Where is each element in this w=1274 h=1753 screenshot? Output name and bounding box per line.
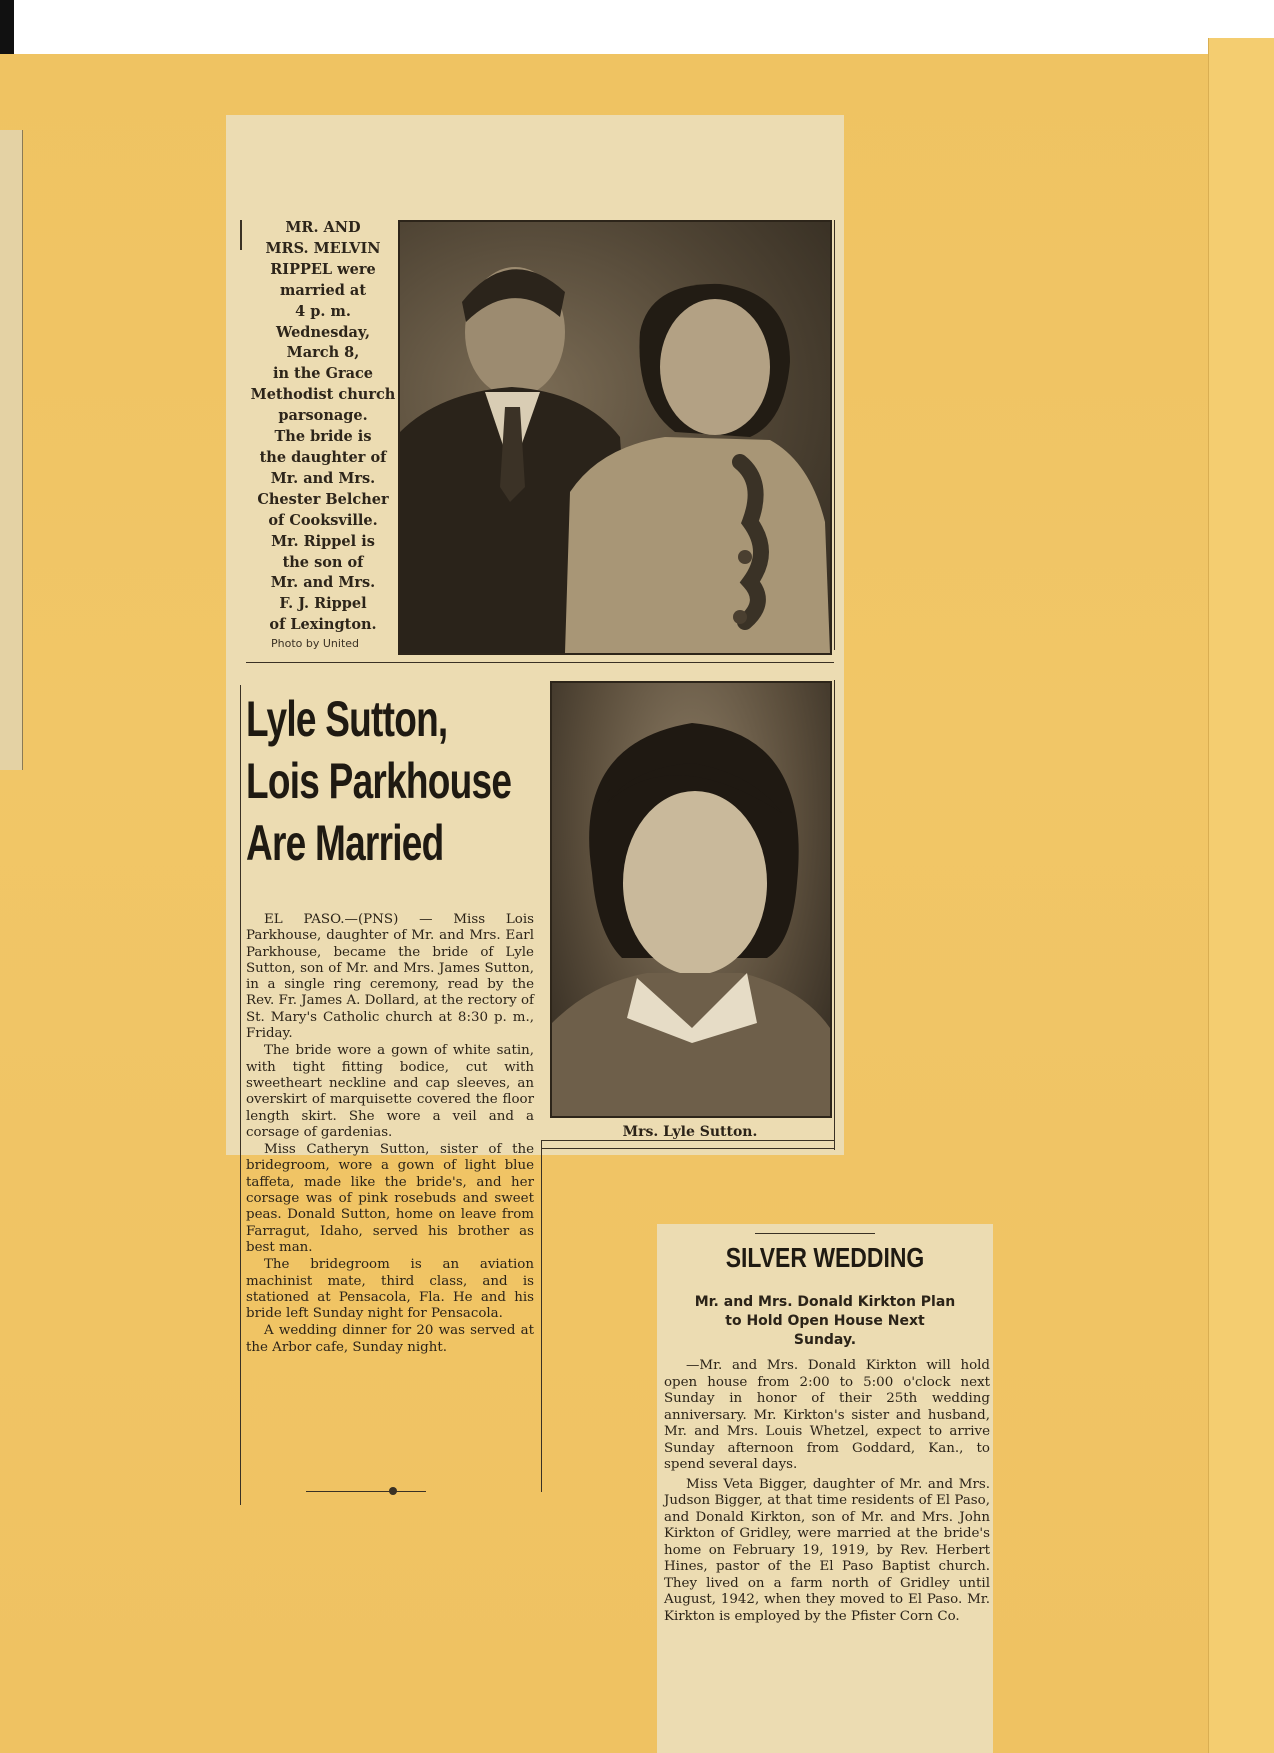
subhead-line: Mr. and Mrs. Donald Kirkton Plan — [694, 1294, 956, 1310]
headline-line: Lois Parkhouse — [246, 753, 512, 809]
end-rule — [306, 1491, 426, 1492]
caption-line: Wednesday, — [275, 323, 371, 341]
story-paragraph: A wedding dinner for 20 was served at the Arbor cafe, Sunday night. — [246, 1323, 534, 1355]
column-rule — [834, 220, 835, 650]
headline-line: Are Married — [246, 815, 444, 871]
caption-line: Mr. and Mrs. — [270, 469, 376, 487]
bride-caption: Mrs. Lyle Sutton. — [622, 1124, 758, 1140]
silver-wedding-story — [664, 1358, 990, 1628]
story-paragraph: The bride wore a gown of white satin, with tight fitting bodice, cut with sweetheart neckline and cap sleeves, an overskirt of marquisette covered the floor length skirt. She wore a veil and a corsage of gardenias. — [246, 1043, 534, 1140]
sutton-story — [246, 912, 534, 1357]
caption-line: March 8, — [286, 344, 360, 362]
caption-line: of Lexington. — [269, 616, 377, 634]
sutton-bride-photo — [550, 681, 832, 1118]
story-paragraph: Miss Catheryn Sutton, sister of the bridegroom, wore a gown of light blue taffeta, made like the bride's, and her corsage was of pink rosebuds and sweet peas. Donald Sutton, home on leave from Farragut, Idaho, served his brother as best man. — [246, 1142, 534, 1255]
caption-line: MRS. MELVIN — [265, 239, 381, 257]
story-paragraph: —Mr. and Mrs. Donald Kirkton will hold open house from 2:00 to 5:00 o'clock next Sunday in honor of their 25th wedding anniversary. Mr. Kirkton's sister and husband, Mr. and Mrs. Louis Whetzel, expect to arrive Sunday afternoon from Goddard, Kan., to spend several days. — [664, 1358, 990, 1472]
bride-figure — [552, 683, 830, 1116]
title-rule — [755, 1233, 875, 1234]
couple-figure — [400, 222, 830, 653]
story-paragraph: The bridegroom is an aviation machinist mate, third class, and is stationed at Pensacola, Fla. He and his bride left Sunday night for Pensacola. — [246, 1257, 534, 1322]
caption-line: Chester Belcher — [257, 490, 389, 508]
column-rule — [240, 685, 241, 1505]
sutton-headline — [246, 688, 512, 874]
photo-credit: Photo by United — [271, 637, 360, 650]
caption-line: MR. AND — [285, 219, 361, 236]
end-dot — [389, 1487, 397, 1495]
scan-edge — [0, 0, 14, 60]
silver-wedding-title: SILVER WEDDING — [725, 1242, 925, 1273]
caption-line: Methodist church — [250, 386, 396, 404]
caption-line: the daughter of — [259, 448, 387, 466]
headline-line: Lyle Sutton, — [246, 691, 448, 747]
caption-line: The bride is — [274, 428, 372, 446]
caption-line: of Cooksville. — [268, 511, 378, 529]
caption-line: RIPPEL were — [270, 260, 376, 278]
column-rule — [834, 680, 835, 1150]
column-rule — [541, 1140, 542, 1492]
partial-clipping-left — [0, 130, 23, 770]
rippel-caption — [242, 218, 404, 636]
story-paragraph: EL PASO.—(PNS) — Miss Lois Parkhouse, daughter of Mr. and Mrs. Earl Parkhouse, became the bride of Lyle Sutton, son of Mr. and Mrs. James Sutton, in a single ring ceremony, read by the Rev. Fr. James A. Dollard, at the rectory of St. Mary's Catholic church at 8:30 p. m., Friday. — [246, 912, 534, 1042]
caption-line: married at — [279, 281, 367, 299]
caption-line: Mr. Rippel is — [271, 532, 375, 550]
rippel-couple-photo — [398, 220, 832, 655]
story-paragraph: Miss Veta Bigger, daughter of Mr. and Mrs. Judson Bigger, at that time residents of El Paso, and Donald Kirkton, son of Mr. and Mrs. John Kirkton of Gridley, were married at the bride's home on February 19, 1919, by Rev. Herbert Hines, pastor of the El Paso Baptist church. They lived on a farm north of Gridley until August, 1942, when they moved to El Paso. Mr. Kirkton is employed by the Pfister Corn Co. — [664, 1476, 990, 1624]
next-page-edge — [1208, 38, 1274, 1753]
caption-rule — [541, 1140, 834, 1141]
caption-line: Mr. and Mrs. — [270, 574, 376, 592]
caption-rule — [541, 1148, 834, 1149]
caption-line: in the Grace — [272, 365, 374, 383]
section-rule — [246, 662, 834, 663]
scan-top-margin — [0, 0, 1274, 60]
caption-line: the son of — [282, 553, 364, 571]
silver-wedding-subhead — [664, 1293, 986, 1350]
subhead-line: Sunday. — [793, 1332, 857, 1348]
caption-line: parsonage. — [278, 407, 368, 425]
caption-line: 4 p. m. — [295, 302, 351, 320]
subhead-line: to Hold Open House Next — [725, 1313, 925, 1329]
caption-line: F. J. Rippel — [279, 595, 367, 613]
